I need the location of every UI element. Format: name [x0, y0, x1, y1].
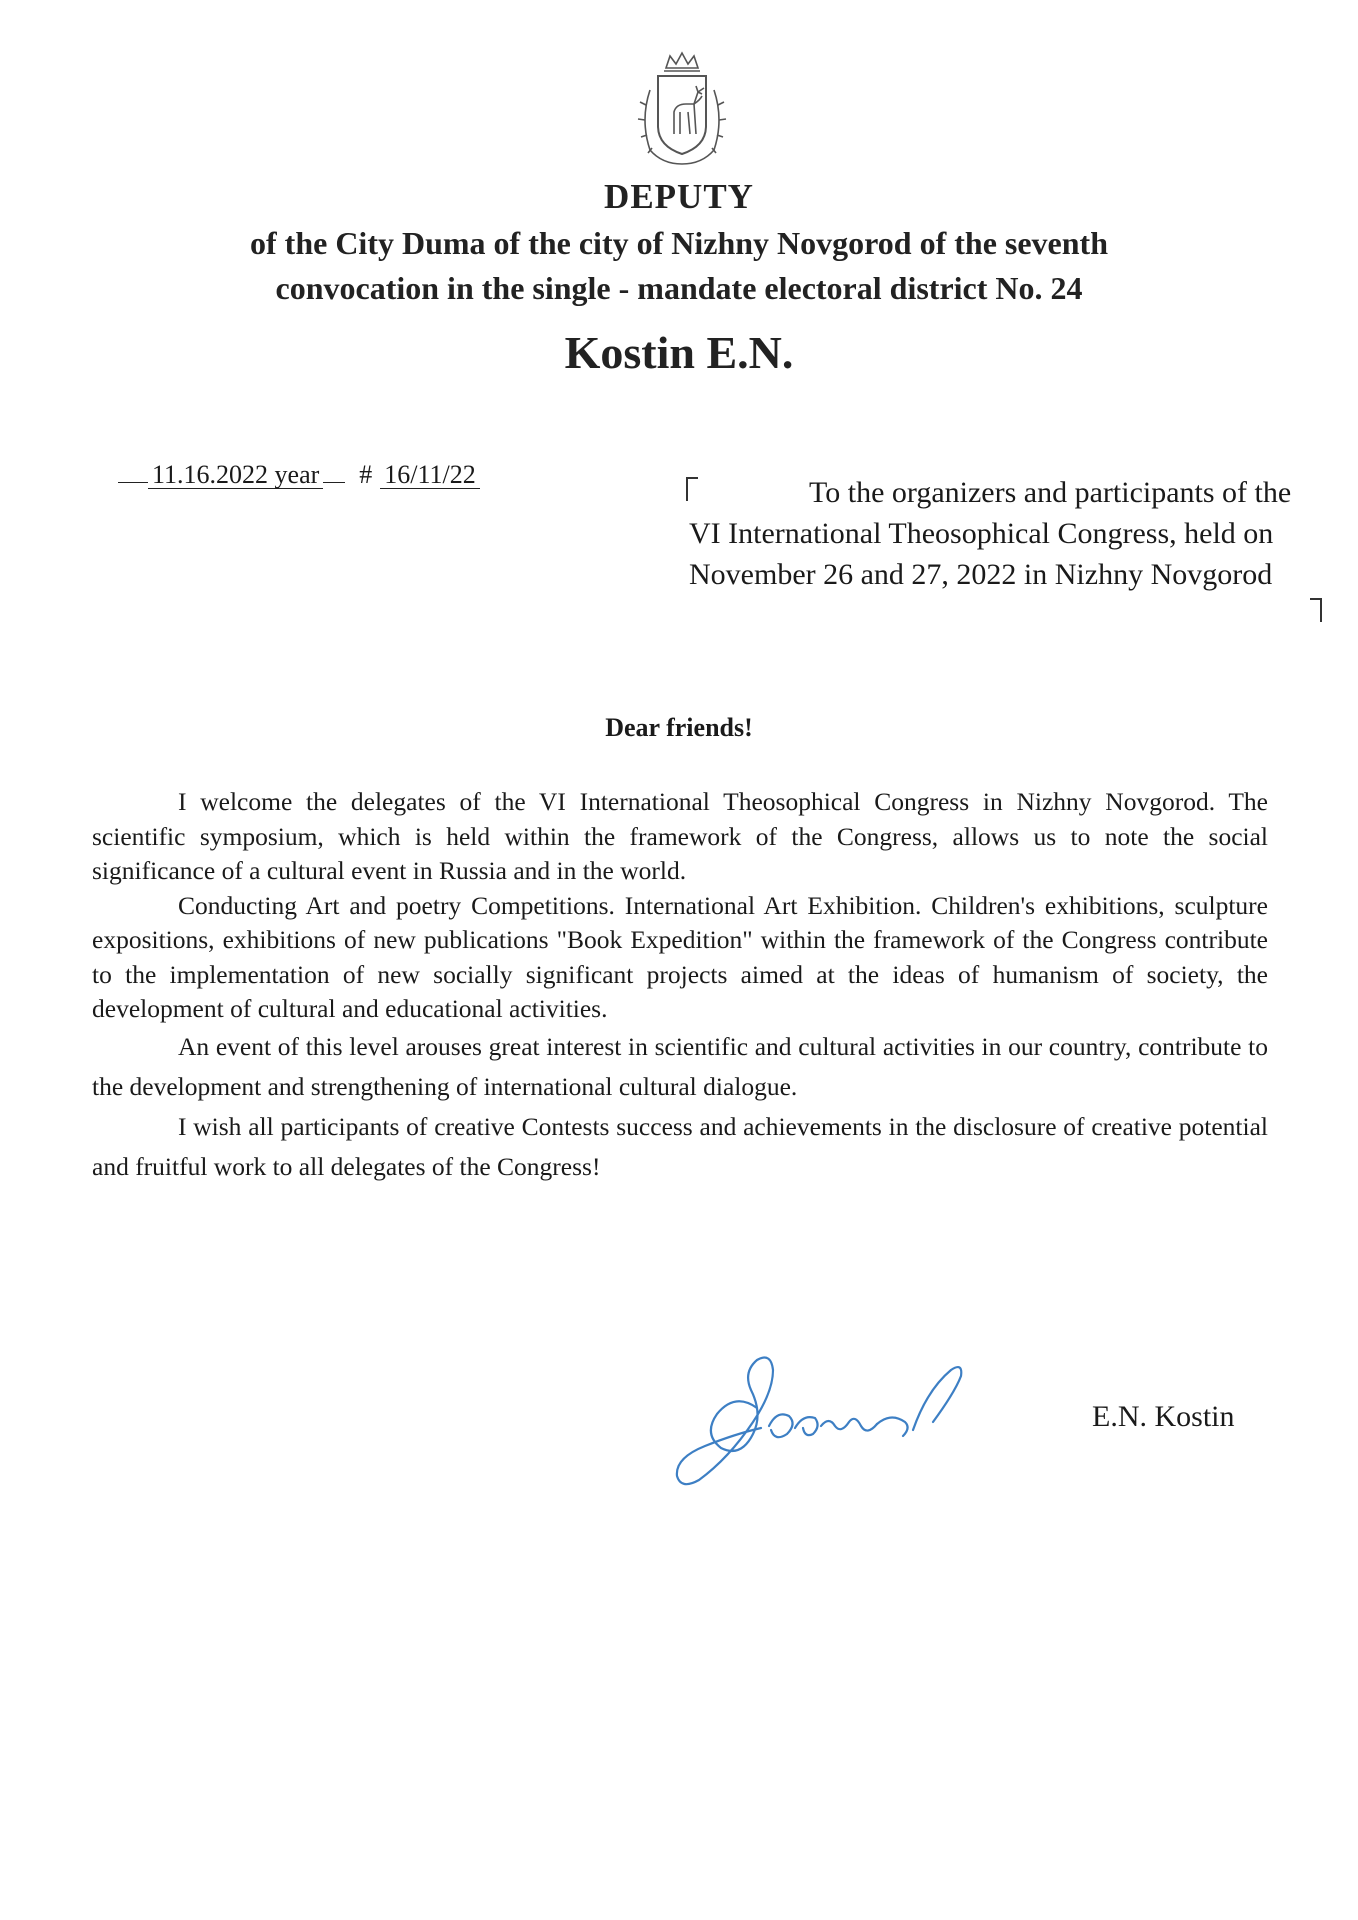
addressee-bracket-right — [1310, 598, 1322, 622]
addressee-text: To the organizers and participants of the VI International Theosophical Congress, held on November 26 and 27, 2022 in Nizhny Novgorod — [689, 476, 1292, 591]
signer-name: E.N. Kostin — [1092, 1400, 1235, 1433]
greeting: Dear friends! — [605, 713, 753, 742]
number-sign: # — [359, 460, 373, 489]
letter-paragraph: Conducting Art and poetry Competitions. International Art Exhibition. Children's exhibitions, sculpture expositions, exhibitions of new publications "Book Expedition" within the framework of the Congress contribute to the implementation of new socially significant projects aimed at the ideas of humanism of society, the development of cultural and educational activities. — [92, 890, 1268, 1023]
letter-body — [92, 785, 1268, 1187]
deputy-description-line-1: of the City Duma of the city of Nizhny Novgorod of the seventh — [250, 225, 1108, 261]
handwritten-signature — [665, 1330, 995, 1490]
letter-paragraph: I welcome the delegates of the VI International Theosophical Congress in Nizhny Novgorod. The scientific symposium, which is held within the framework of the Congress, allows us to note the social significance of a cultural event in Russia and in the world. — [92, 787, 1268, 885]
deputy-name: Kostin E.N. — [564, 327, 794, 378]
letter-paragraph: An event of this level arouses great interest in scientific and cultural activities in our country, contribute to the development and strengthening of international cultural dialogue. — [92, 1031, 1268, 1101]
underline-blank — [118, 460, 148, 483]
addressee-block — [689, 472, 1317, 595]
reference-line — [118, 460, 480, 490]
letter-number: 16/11/22 — [380, 461, 479, 489]
letter-paragraph: I wish all participants of creative Contests success and achievements in the disclosure of creative potential and fruitful work to all delegates of the Congress! — [92, 1111, 1268, 1181]
letter-date: 11.16.2022 year — [148, 461, 323, 489]
coat-of-arms-deer-icon — [636, 50, 728, 168]
underline-blank — [323, 460, 345, 483]
page-title: DEPUTY — [604, 177, 754, 216]
deputy-description-line-2: convocation in the single - mandate electoral district No. 24 — [275, 270, 1083, 306]
